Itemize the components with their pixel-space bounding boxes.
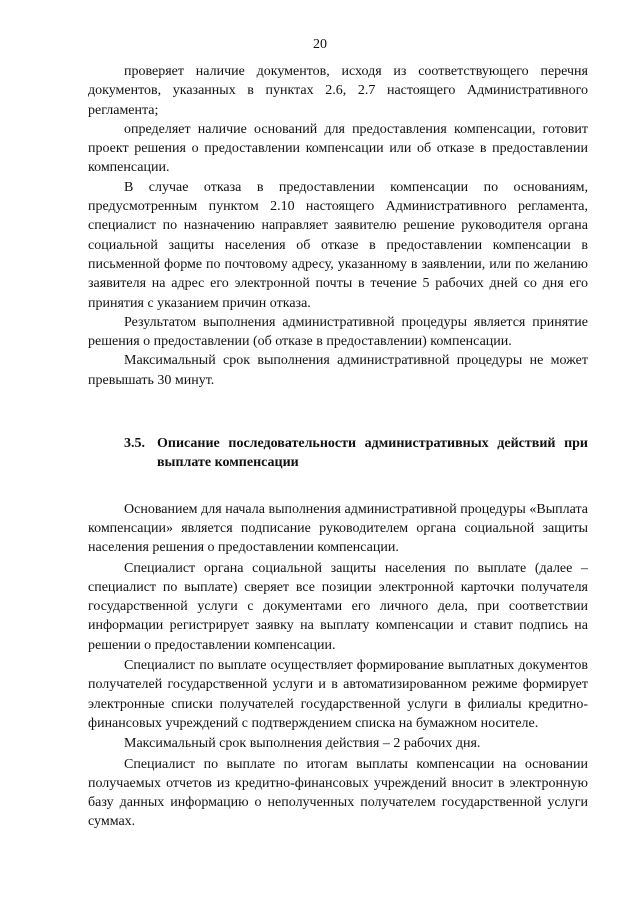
paragraph: Специалист по выплате осуществляет формирование выплатных документов получателей государственной услуги и в автоматизированном режиме формирует электронные списки получателей государственной услуги в филиалы кредитно-финансовых учреждений с подтверждением списка на бумажном носителе.	[88, 658, 588, 731]
paragraph: определяет наличие оснований для предоставления компенсации, готовит проект решения о предоставлении компенсации или об отказе в предоставлении компенсации.	[88, 121, 588, 176]
page-number: 20	[313, 37, 327, 52]
document-body	[88, 62, 588, 832]
paragraph: Специалист органа социальной защиты населения по выплате (далее – специалист по выплате) сверяет все позиции электронной карточки получателя государственной услуги с документами его личного дела, при соответствии информации регистрирует заявку на выплату компенсации и ставит подпись на решении о предоставлении компенсации.	[88, 560, 588, 653]
section-heading	[88, 434, 588, 473]
paragraph: В случае отказа в предоставлении компенсации по основаниям, предусмотренным пунктом 2.10 настоящего Административного регламента, специалист по назначению направляет заявителю решение руководителя органа социальной защиты населения об отказе в предоставлении компенсации в письменной форме по почтовому адресу, указанному в заявлении, или по желанию заявителя на адрес его электронной почты в течение 5 рабочих дней со дня его принятия с указанием причин отказа.	[88, 179, 588, 311]
paragraph: Основанием для начала выполнения административной процедуры «Выплата компенсации» является подписание руководителем органа социальной защиты населения решения о предоставлении компенсации.	[88, 501, 588, 556]
section-number: 3.5.	[124, 436, 145, 452]
paragraph: проверяет наличие документов, исходя из соответствующего перечня документов, указанных в пунктах 2.6, 2.7 настоящего Административного регламента;	[88, 64, 588, 118]
section-title: Описание последовательности административных действий при выплате компенсации	[157, 436, 588, 471]
paragraph: Результатом выполнения административной процедуры является принятие решения о предоставлении (об отказе в предоставлении) компенсации.	[88, 314, 588, 350]
paragraph: Максимальный срок выполнения административной процедуры не может превышать 30 минут.	[88, 353, 588, 388]
paragraph: Специалист по выплате по итогам выплаты компенсации на основании получаемых отчетов из кредитно-финансовых учреждений вносит в электронную базу данных информацию о неполученных получателем государственной услуги суммах.	[88, 756, 588, 830]
paragraph: Максимальный срок выполнения действия – 2 рабочих дня.	[124, 736, 481, 752]
